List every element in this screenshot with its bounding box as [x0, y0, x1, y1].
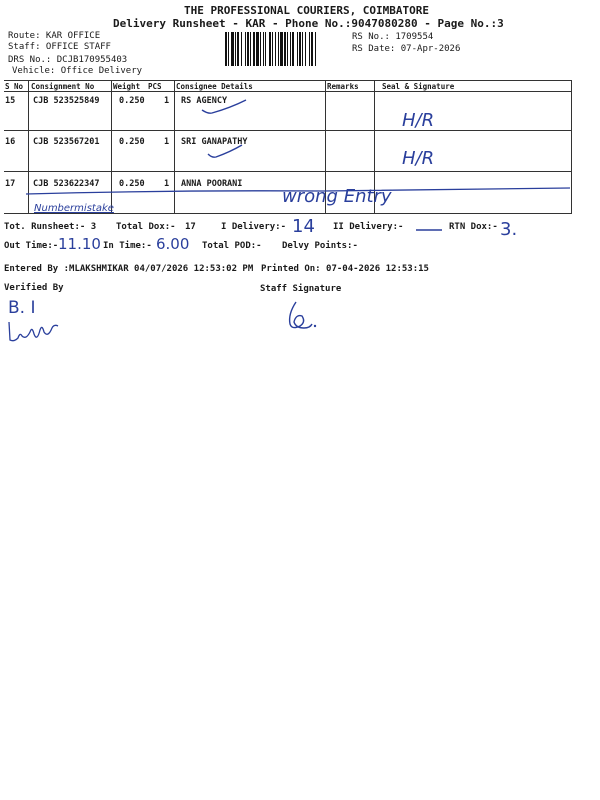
dash-mark — [414, 227, 444, 233]
row-sno: 16 — [5, 137, 16, 147]
col-consignment: Consignment No — [31, 82, 95, 91]
barcode — [225, 32, 349, 66]
row-weight: 0.250 — [119, 137, 145, 147]
out-time-value: 11.10 — [58, 235, 101, 253]
runsheet-subtitle: Delivery Runsheet - KAR - Phone No.:9047080280 - Page No.:3 — [113, 17, 504, 30]
out-time-label: Out Time:- — [4, 241, 59, 251]
row-consignment: CJB 523567201 — [33, 137, 100, 147]
total-dox-label: Total Dox:- — [116, 222, 176, 232]
row-consignment: CJB 523525849 — [33, 96, 100, 106]
col-remarks: Remarks — [327, 82, 359, 91]
row-pcs: 1 — [164, 96, 170, 106]
row-consignee: SRI GANAPATHY — [181, 137, 248, 147]
rs-date: RS Date: 07-Apr-2026 — [352, 44, 461, 54]
drs-number: DRS No.: DCJB170955403 — [8, 55, 128, 65]
row-weight: 0.250 — [119, 179, 145, 189]
entered-by: Entered By :MLAKSHMIKAR 04/07/2026 12:53:02 PM — [4, 264, 254, 274]
row-sno: 17 — [5, 179, 16, 189]
rtn-dox-label: RTN Dox:- — [449, 222, 498, 232]
total-pod: Total POD:- — [202, 241, 262, 251]
row-consignee: ANNA POORANI — [181, 179, 243, 189]
row-weight: 0.250 — [119, 96, 145, 106]
row-pcs: 1 — [164, 137, 170, 147]
row-consignee: RS AGENCY — [181, 96, 228, 106]
tick-mark — [200, 98, 250, 118]
col-weight: Weight — [113, 82, 141, 91]
in-time-value: 6.00 — [156, 235, 190, 253]
col-pcs: PCS — [148, 82, 162, 91]
tick-mark — [206, 144, 246, 164]
vehicle: Vehicle: Office Delivery — [12, 66, 143, 76]
row-sno: 15 — [5, 96, 16, 106]
printed-on: Printed On: 07-04-2026 12:53:15 — [261, 264, 429, 274]
ii-delivery-label: II Delivery:- — [333, 222, 404, 232]
handwritten-remark: wrong Entry — [282, 186, 392, 207]
row-consignment: CJB 523622347 — [33, 179, 100, 189]
verifier-signature — [6, 318, 62, 346]
rs-number: RS No.: 1709554 — [352, 32, 434, 42]
handwritten-note: Numbermistake — [34, 203, 114, 214]
col-consignee: Consignee Details — [176, 82, 253, 91]
i-delivery-label: I Delivery:- — [221, 222, 287, 232]
rtn-dox-value: 3. — [500, 219, 518, 240]
company-name: THE PROFESSIONAL COURIERS, COIMBATORE — [184, 4, 430, 17]
delivery-points: Delvy Points:- — [282, 241, 358, 251]
route: Route: KAR OFFICE — [8, 31, 101, 41]
row-pcs: 1 — [164, 179, 170, 189]
verified-by-label: Verified By — [4, 283, 64, 293]
in-time-label: In Time:- — [103, 241, 152, 251]
i-delivery-value: 14 — [292, 216, 315, 237]
staff-signature-label: Staff Signature — [260, 284, 342, 294]
staff: Staff: OFFICE STAFF — [8, 42, 111, 52]
seal-signature: H/R — [402, 148, 435, 169]
total-dox-value: 17 — [185, 222, 196, 232]
col-sno: S No — [5, 82, 24, 91]
col-seal: Seal & Signature — [382, 82, 455, 91]
total-runsheet: Tot. Runsheet:- 3 — [4, 222, 97, 232]
verifier-initials: B. I — [8, 298, 36, 318]
seal-signature: H/R — [402, 110, 435, 131]
staff-signature — [282, 300, 322, 332]
